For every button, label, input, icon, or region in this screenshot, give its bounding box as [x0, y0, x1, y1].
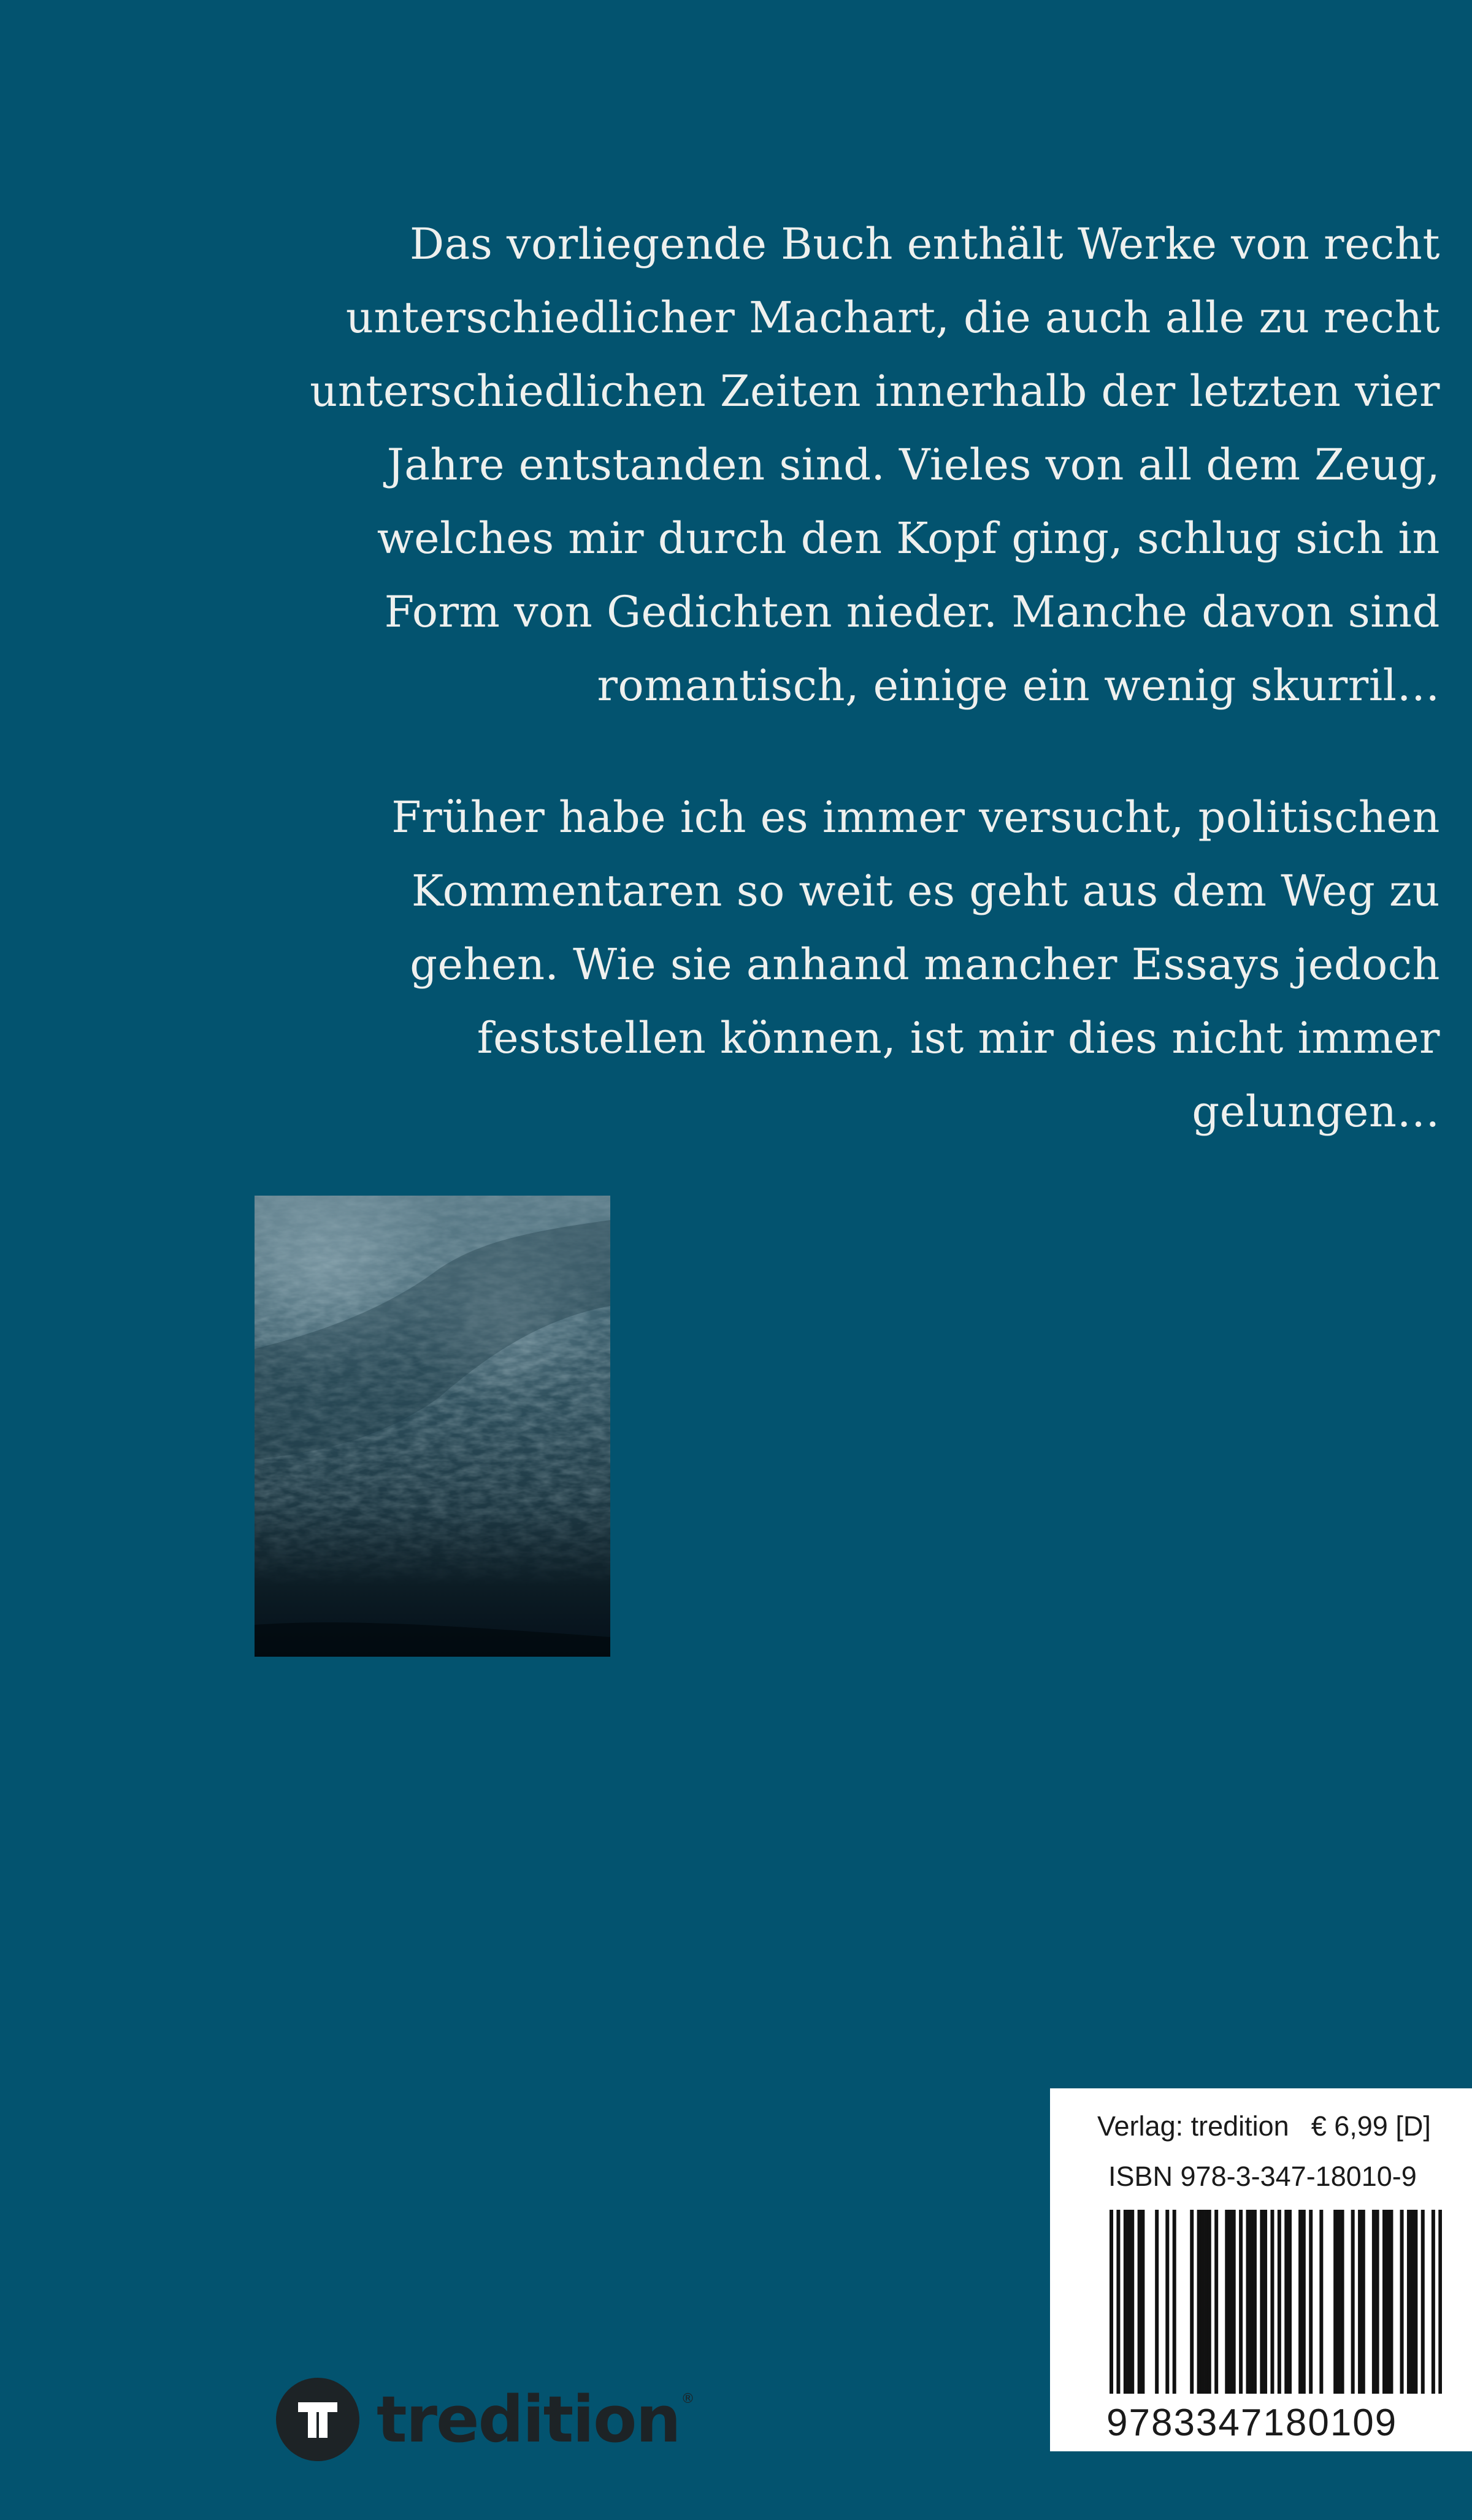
barcode-bar [1127, 2210, 1131, 2394]
blurb-line: unterschiedlicher Machart, die auch alle zu recht [345, 292, 1440, 343]
blurb-line: Jahre entstanden sind. Vieles von all dem Zeug, [386, 440, 1440, 490]
barcode-bar [1386, 2210, 1390, 2394]
barcode-bar [1165, 2210, 1169, 2394]
isbn-label: ISBN 978-3-347-18010-9 [1108, 2161, 1417, 2192]
barcode-bar [1358, 2210, 1362, 2394]
barcode-bar [1208, 2210, 1211, 2394]
barcode-bar [1173, 2210, 1176, 2394]
barcode-bar [1382, 2210, 1386, 2394]
blurb-paragraph-1 [213, 207, 1440, 722]
barcode-bar [1341, 2210, 1344, 2394]
barcode-bar [1141, 2210, 1144, 2394]
barcode-bar [1362, 2210, 1365, 2394]
barcode-bar [1284, 2210, 1288, 2394]
barcode-bar [1288, 2210, 1292, 2394]
barcode-bar [1407, 2210, 1411, 2394]
blurb-line: gelungen… [1192, 1086, 1440, 1137]
barcode-bar [1302, 2210, 1306, 2394]
publisher-name: tredition [377, 2382, 680, 2457]
barcode-bar [1214, 2210, 1218, 2394]
ean-digits: 9783347180109 [1106, 2402, 1398, 2444]
barcode-bar [1263, 2210, 1267, 2394]
blurb-line: feststellen können, ist mir dies nicht immer [477, 1013, 1440, 1063]
barcode-bar [1197, 2210, 1201, 2394]
blurb-line: unterschiedlichen Zeiten innerhalb der letzten vier [310, 366, 1440, 416]
blurb-line: Früher habe ich es immer versucht, politischen [391, 792, 1440, 842]
barcode [1110, 2210, 1442, 2394]
barcode-bar [1389, 2210, 1393, 2394]
barcode-bar [1278, 2210, 1281, 2394]
barcode-bar [1351, 2210, 1355, 2394]
blurb-line: Das vorliegende Buch enthält Werke von recht [409, 219, 1440, 269]
barcode-bar [1200, 2210, 1204, 2394]
barcode-bar [1124, 2210, 1127, 2394]
barcode-bar [1270, 2210, 1274, 2394]
blurb-line: romantisch, einige ein wenig skurril… [597, 660, 1440, 711]
barcode-bar [1110, 2210, 1113, 2394]
publisher-label: Verlag: tredition [1097, 2110, 1289, 2142]
barcode-bar [1232, 2210, 1236, 2394]
blurb-line: Kommentaren so weit es geht aus dem Weg zu [411, 866, 1440, 916]
isbn-barcode-box [1050, 2088, 1472, 2451]
barcode-bar [1204, 2210, 1208, 2394]
barcode-bar [1239, 2210, 1243, 2394]
wave-texture [255, 1196, 610, 1657]
cover-photo [255, 1196, 610, 1657]
barcode-bar [1116, 2210, 1120, 2394]
barcode-bar [1438, 2210, 1442, 2394]
blurb-paragraph-2 [213, 781, 1440, 1148]
barcode-bar [1253, 2210, 1257, 2394]
barcode-bar [1260, 2210, 1263, 2394]
barcode-bar [1376, 2210, 1379, 2394]
barcode-bar [1246, 2210, 1250, 2394]
barcode-bar [1155, 2210, 1159, 2394]
barcode-bar [1229, 2210, 1232, 2394]
barcode-bar [1400, 2210, 1404, 2394]
publisher-logo [276, 2377, 694, 2462]
barcode-bar [1333, 2210, 1337, 2394]
price-label: € 6,99 [D] [1311, 2110, 1431, 2142]
barcode-bar [1130, 2210, 1134, 2394]
registered-mark: ® [681, 2391, 695, 2407]
barcode-bar [1309, 2210, 1313, 2394]
blurb-line: Form von Gedichten nieder. Manche davon sind [384, 587, 1440, 637]
blurb-line: welches mir durch den Kopf ging, schlug sich in [377, 513, 1440, 563]
barcode-bar [1190, 2210, 1194, 2394]
publisher-price-line [1097, 2110, 1431, 2142]
barcode-bar [1249, 2210, 1253, 2394]
blurb-line: gehen. Wie sie anhand mancher Essays jedoch [410, 939, 1440, 990]
tredition-t-logo-icon [276, 2378, 359, 2461]
barcode-bar [1225, 2210, 1229, 2394]
barcode-bar [1372, 2210, 1376, 2394]
barcode-bar [1411, 2210, 1414, 2394]
barcode-bar [1421, 2210, 1425, 2394]
barcode-bar [1337, 2210, 1341, 2394]
barcode-bar [1138, 2210, 1141, 2394]
barcode-bar [1319, 2210, 1323, 2394]
barcode-bar [1414, 2210, 1417, 2394]
barcode-bar [1298, 2210, 1302, 2394]
barcode-bar [1432, 2210, 1435, 2394]
